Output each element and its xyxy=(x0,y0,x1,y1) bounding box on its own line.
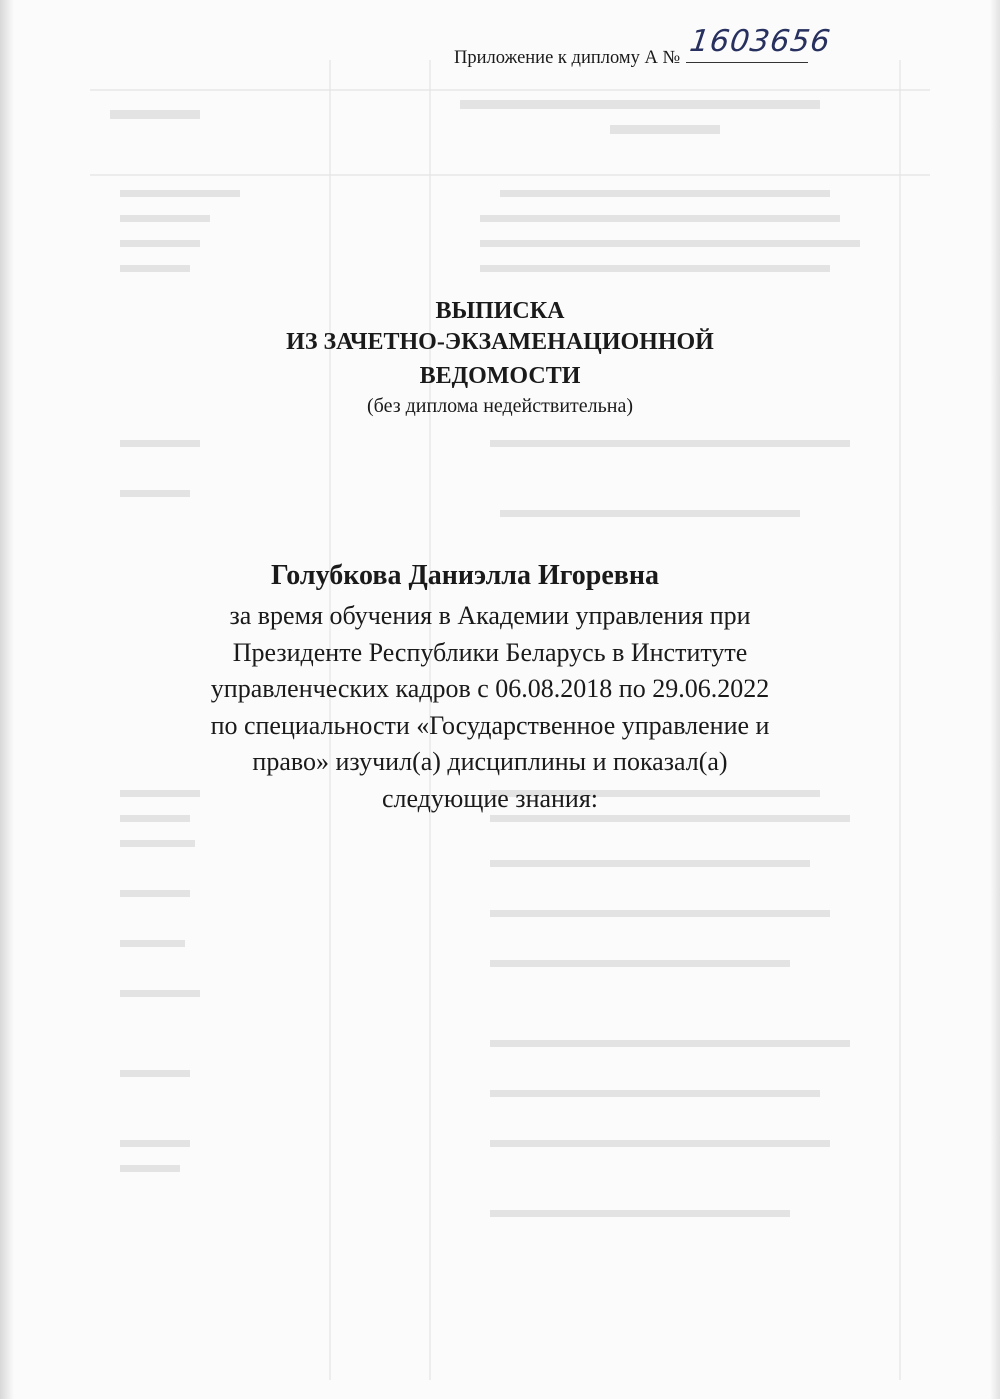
statement-line: управленческих кадров с 06.08.2018 по 29.06.2022 xyxy=(210,674,770,703)
document-title-line-3: ВЕДОМОСТИ xyxy=(419,363,581,389)
diploma-number-field xyxy=(686,24,834,63)
diploma-annex-line xyxy=(454,24,834,69)
statement-line: следующие знания: xyxy=(381,783,599,813)
statement-line: Президенте Республики Беларусь в Институте xyxy=(232,637,748,667)
student-full-name: Голубкова Даниэлла Игоревна xyxy=(270,560,660,591)
study-statement xyxy=(0,598,980,817)
statement-line: право» изучил(а) дисциплины и показал(а) xyxy=(252,747,728,776)
document-title-line-1: ВЫПИСКА xyxy=(435,298,565,324)
statement-line: по специальности «Государственное управление и xyxy=(210,710,770,740)
diploma-number-handwritten: 1603656 xyxy=(687,24,834,59)
validity-note: (без диплома недействительна) xyxy=(367,395,633,417)
document-title-line-2: ИЗ ЗАЧЕТНО-ЭКЗАМЕНАЦИОННОЙ xyxy=(286,329,714,355)
annex-label: Приложение к диплому А № xyxy=(454,48,681,68)
statement-line: за время обучения в Академии управления при xyxy=(229,601,751,630)
scan-edge-right xyxy=(990,0,1000,1399)
